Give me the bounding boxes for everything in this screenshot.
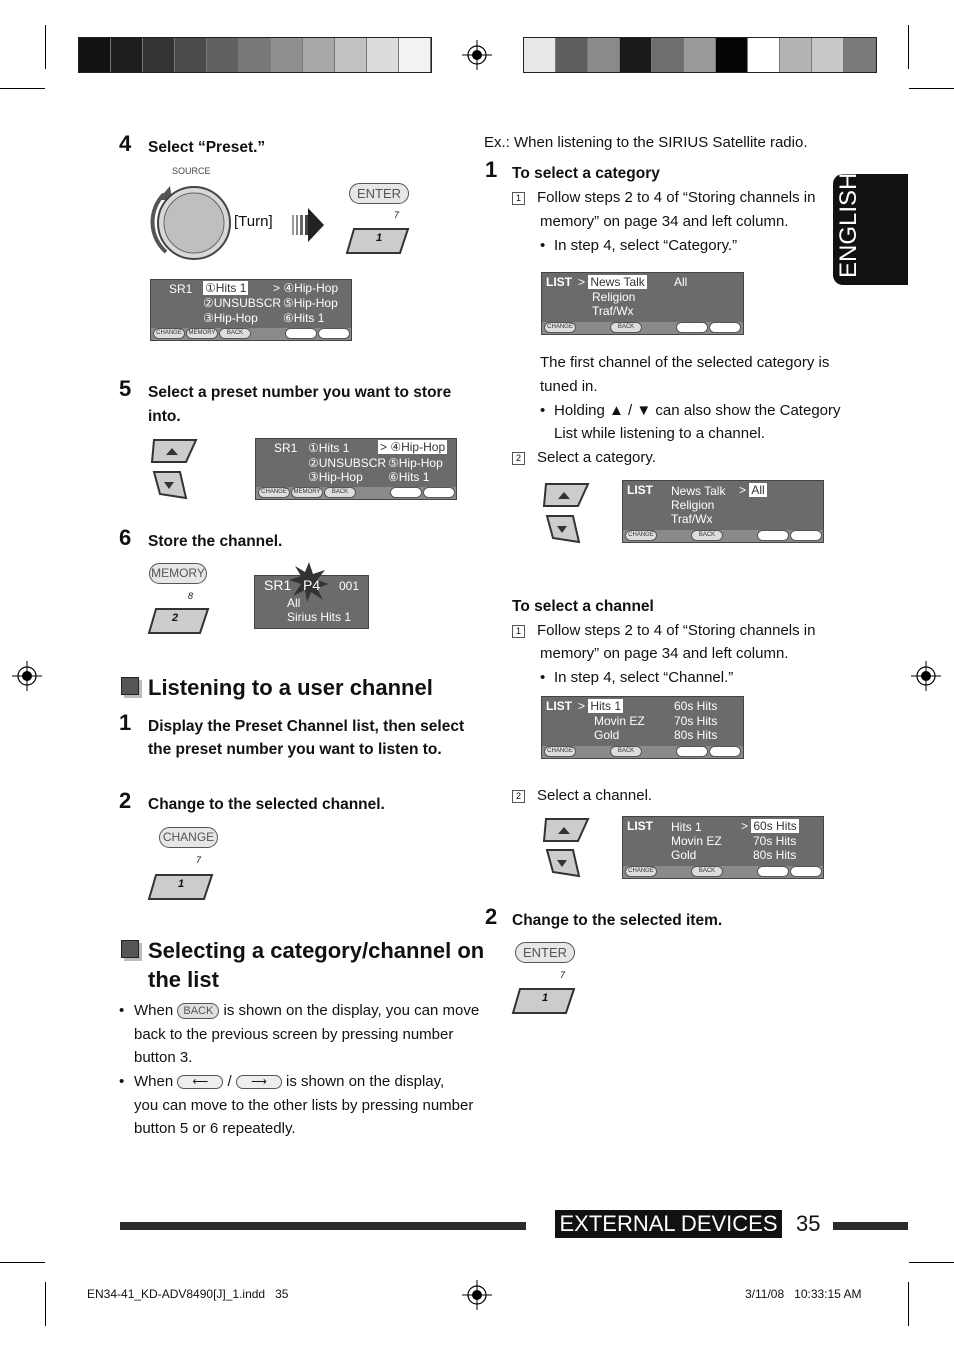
step-title: To select a channel [512,598,654,615]
back-pill: BACK [691,530,723,541]
lcd-item: All [751,483,765,497]
step-title: Change to the selected item. [512,912,723,929]
change-pill: CHANGE [544,746,576,757]
color-swatch [684,38,716,72]
section-title: the list [148,967,219,992]
arrow-left-pill-icon: ⟵ [177,1075,223,1089]
change-pill: CHANGE [625,866,657,877]
lcd-item: Traf/Wx [671,512,713,526]
language-tab [833,174,908,285]
lcd-preset: P4 [303,577,321,593]
lcd-channel-list: LIST > Hits 1 Movin EZ Gold 60s Hits 70s Hits 80s Hits CHANGE BACK ⟵ ⟶ [541,696,744,759]
enter-button[interactable]: ENTER [349,183,409,204]
lcd-item: 70s Hits [674,714,718,728]
lcd-item: ⑤Hip-Hop [388,456,443,470]
lcd-item: 60s Hits [753,819,797,833]
lcd-source: SR1 [274,441,298,455]
color-swatch [556,38,588,72]
step-number: 5 [119,376,132,401]
color-swatch [844,38,876,72]
lcd-channel-name: Sirius Hits 1 [287,610,352,624]
lcd-list-tag: LIST [546,275,572,289]
substep: 2 Select a category. [512,446,656,470]
lcd-item: Hits 1 [671,820,702,834]
lcd-list-tag: LIST [627,483,653,497]
lcd-source: SR1 [264,577,292,593]
lcd-item: ①Hits 1 [308,441,350,455]
lcd-item: Movin EZ [671,834,722,848]
step-title: Change to the selected channel. [148,796,385,813]
step-title: Store the channel. [148,533,283,550]
print-date: 3/11/08 10:33:15 AM [745,1287,862,1301]
substep: 2 Select a channel. [512,784,652,808]
lcd-item: News Talk [671,484,726,498]
crop-mark [0,1262,45,1263]
arrow-right-pill-icon: ⟶ [709,322,741,333]
lcd-item: Traf/Wx [592,304,634,318]
step-title: into. [148,408,181,425]
step-title: To select a category [512,165,660,182]
lcd-item: ⑥Hits 1 [283,311,325,325]
file-info: EN34-41_KD-ADV8490[J]_1.indd 35 [87,1287,289,1301]
lcd-channel-list: LIST Hits 1 Movin EZ Gold > 60s Hits 70s Hits 80s Hits CHANGE BACK ⟵ ⟶ [622,816,824,879]
step-number: 1 [485,157,498,182]
number-button-label: 1 [542,992,549,1004]
lcd-item: Gold [671,848,697,862]
memory-pill: MEMORY [186,328,218,339]
color-swatch [111,38,143,72]
color-bar-left [78,37,432,73]
lcd-item: ③Hip-Hop [308,470,363,484]
arrow-right-pill-icon: ⟶ [790,530,822,541]
registration-mark-icon [462,40,492,70]
crop-mark [0,88,45,89]
footer-rule [833,1222,908,1230]
memory-button[interactable]: MEMORY [149,563,207,584]
lcd-list-tag: LIST [546,699,572,713]
crop-mark [45,25,46,69]
arrow-left-pill-icon: ⟵ [757,530,789,541]
step-number: 2 [119,788,132,813]
up-button-icon[interactable] [540,815,592,845]
registration-mark-icon [911,661,941,691]
color-swatch [143,38,175,72]
substep-number: 2 [512,452,525,465]
button-top-label: 7 [196,855,202,865]
substep-number: 1 [512,192,525,205]
back-pill: BACK [610,322,642,333]
number-button-label: 1 [376,232,383,244]
lcd-item: ⑥Hits 1 [388,470,430,484]
arrow-right-pill-icon: ⟶ [423,487,455,498]
button-top-label: 7 [394,210,400,220]
lcd-item: ①Hits 1 [205,281,247,295]
up-button-icon[interactable] [148,436,200,466]
bullet-text: button 3. [134,1049,193,1066]
down-button-icon[interactable] [543,512,583,548]
color-swatch [367,38,399,72]
down-button-icon[interactable] [543,846,583,882]
section-title: Listening to a user channel [148,675,433,700]
enter-button[interactable]: ENTER [515,942,575,963]
lcd-item: 80s Hits [753,848,797,862]
step-number: 6 [119,525,132,550]
color-bar-right [523,37,877,73]
bullet-text: In step 4, select “Channel.” [554,669,734,686]
arrow-right-pill-icon: ⟶ [790,866,822,877]
section-title: Selecting a category/channel on [148,938,485,963]
arrow-right-icon [290,204,326,246]
number-button-label: 2 [172,612,179,624]
substep-number: 2 [512,790,525,803]
step-title: Display the Preset Channel list, then select [148,718,465,735]
lcd-category-list: LIST News Talk Religion Traf/Wx > All CHANGE BACK ⟵ ⟶ [622,480,824,543]
arrow-left-pill-icon: ⟵ [285,328,317,339]
color-swatch [588,38,620,72]
change-pill: CHANGE [544,322,576,333]
color-swatch [780,38,812,72]
section-marker-icon [121,677,139,695]
color-swatch [812,38,844,72]
lcd-item: 60s Hits [674,699,718,713]
crop-mark [908,1282,909,1326]
example-note: Ex.: When listening to the SIRIUS Satellite radio. [484,134,808,151]
crop-mark [908,25,909,69]
turn-label: [Turn] [234,213,273,230]
lcd-list-tag: LIST [627,819,653,833]
paragraph: The first channel of the selected category is [540,354,830,371]
change-pill: CHANGE [258,487,290,498]
back-pill: BACK [177,1003,219,1019]
crop-mark [909,1262,954,1263]
substep-text: memory” on page 34 and left column. [540,213,789,230]
back-pill: BACK [219,328,251,339]
arrow-left-pill-icon: ⟵ [676,322,708,333]
bullet-text: button 5 or 6 repeatedly. [134,1120,296,1137]
change-button[interactable]: CHANGE [159,827,218,848]
lcd-item: Movin EZ [594,714,645,728]
color-swatch [399,38,431,72]
registration-mark-icon [12,661,42,691]
color-swatch [652,38,684,72]
color-swatch [79,38,111,72]
step-title: Select “Preset.” [148,139,266,156]
bullet-dot: • [540,669,546,686]
step-number: 1 [119,710,132,735]
lcd-item: 80s Hits [674,728,718,742]
lcd-preset-list [255,438,457,500]
arrow-left-pill-icon: ⟵ [676,746,708,757]
back-pill: BACK [610,746,642,757]
bullet-dot: • [119,1002,125,1019]
lcd-item: > ④Hip-Hop [380,440,446,454]
lcd-channel-number: 001 [339,579,360,593]
change-pill: CHANGE [153,328,185,339]
lcd-item: Hits 1 [590,699,622,713]
step-title: Select a preset number you want to store [148,384,452,401]
section-marker-icon [121,940,139,958]
bullet-dot: • [540,237,546,254]
lcd-item: All [674,275,688,289]
color-swatch [716,38,748,72]
lcd-category-list: LIST > News Talk Religion Traf/Wx All CHANGE BACK ⟵ ⟶ [541,272,744,335]
bullet-text: Holding ▲ / ▼ can also show the Category [554,402,841,419]
bullet-text: List while listening to a channel. [554,425,765,442]
button-top-label: 8 [188,591,194,601]
lcd-item: News Talk [590,275,645,289]
language-tab-label: ENGLISH [835,172,862,278]
lcd-item: ③Hip-Hop [203,311,258,325]
section-label: EXTERNAL DEVICES [555,1210,782,1238]
source-label: SOURCE [172,166,211,176]
lcd-item: Gold [594,728,620,742]
color-swatch [239,38,271,72]
step-number: 2 [485,904,498,929]
bullet-text: you can move to the other lists by pressing number [134,1097,474,1114]
change-pill: CHANGE [625,530,657,541]
color-swatch [207,38,239,72]
step-number: 4 [119,131,132,156]
color-swatch [175,38,207,72]
substep-text: memory” on page 34 and left column. [540,645,789,662]
arrow-left-pill-icon: ⟵ [390,487,422,498]
arrow-right-pill-icon: ⟶ [236,1075,282,1089]
bullet-text: In step 4, select “Category.” [554,237,738,254]
step-title: the preset number you want to listen to. [148,741,442,758]
bullet-text: When ⟵ / ⟶ is shown on the display, [134,1073,445,1090]
page-number: 35 [796,1211,821,1236]
arrow-right-pill-icon: ⟶ [709,746,741,757]
color-swatch [524,38,556,72]
bullet-text: back to the previous screen by pressing number [134,1026,454,1043]
crop-mark [45,1282,46,1326]
up-button-icon[interactable] [540,480,592,510]
bullet-dot: • [540,402,546,419]
substep: 1 Follow steps 2 to 4 of “Storing channels in [512,619,815,643]
lcd-item: ②UNSUBSCR [308,456,387,470]
substep: 1 Follow steps 2 to 4 of “Storing channels in [512,186,815,210]
lcd-preset-list [150,279,352,341]
control-dial-icon[interactable] [144,176,234,266]
footer-rule [120,1222,526,1230]
down-button-icon[interactable] [150,468,190,504]
lcd-item: Religion [592,290,636,304]
crop-mark [909,88,954,89]
lcd-item: ⑤Hip-Hop [283,296,338,310]
lcd-category: All [287,596,301,610]
color-swatch [748,38,780,72]
color-swatch [271,38,303,72]
lcd-source: SR1 [169,282,193,296]
back-pill: BACK [324,487,356,498]
color-swatch [303,38,335,72]
paragraph: tuned in. [540,378,598,395]
substep-number: 1 [512,625,525,638]
color-swatch [335,38,367,72]
bullet-text: When BACK is shown on the display, you can move [134,1002,480,1019]
lcd-stored-channel [254,575,369,629]
registration-mark-icon [462,1280,492,1310]
lcd-item: Religion [671,498,715,512]
button-top-label: 7 [560,970,566,980]
lcd-item: > ④Hip-Hop [273,281,339,295]
lcd-item: 70s Hits [753,834,797,848]
arrow-left-pill-icon: ⟵ [757,866,789,877]
memory-pill: MEMORY [291,487,323,498]
color-swatch [620,38,652,72]
lcd-item: ②UNSUBSCR [203,296,282,310]
bullet-dot: • [119,1073,125,1090]
back-pill: BACK [691,866,723,877]
arrow-right-pill-icon: ⟶ [318,328,350,339]
number-button-label: 1 [178,878,185,890]
